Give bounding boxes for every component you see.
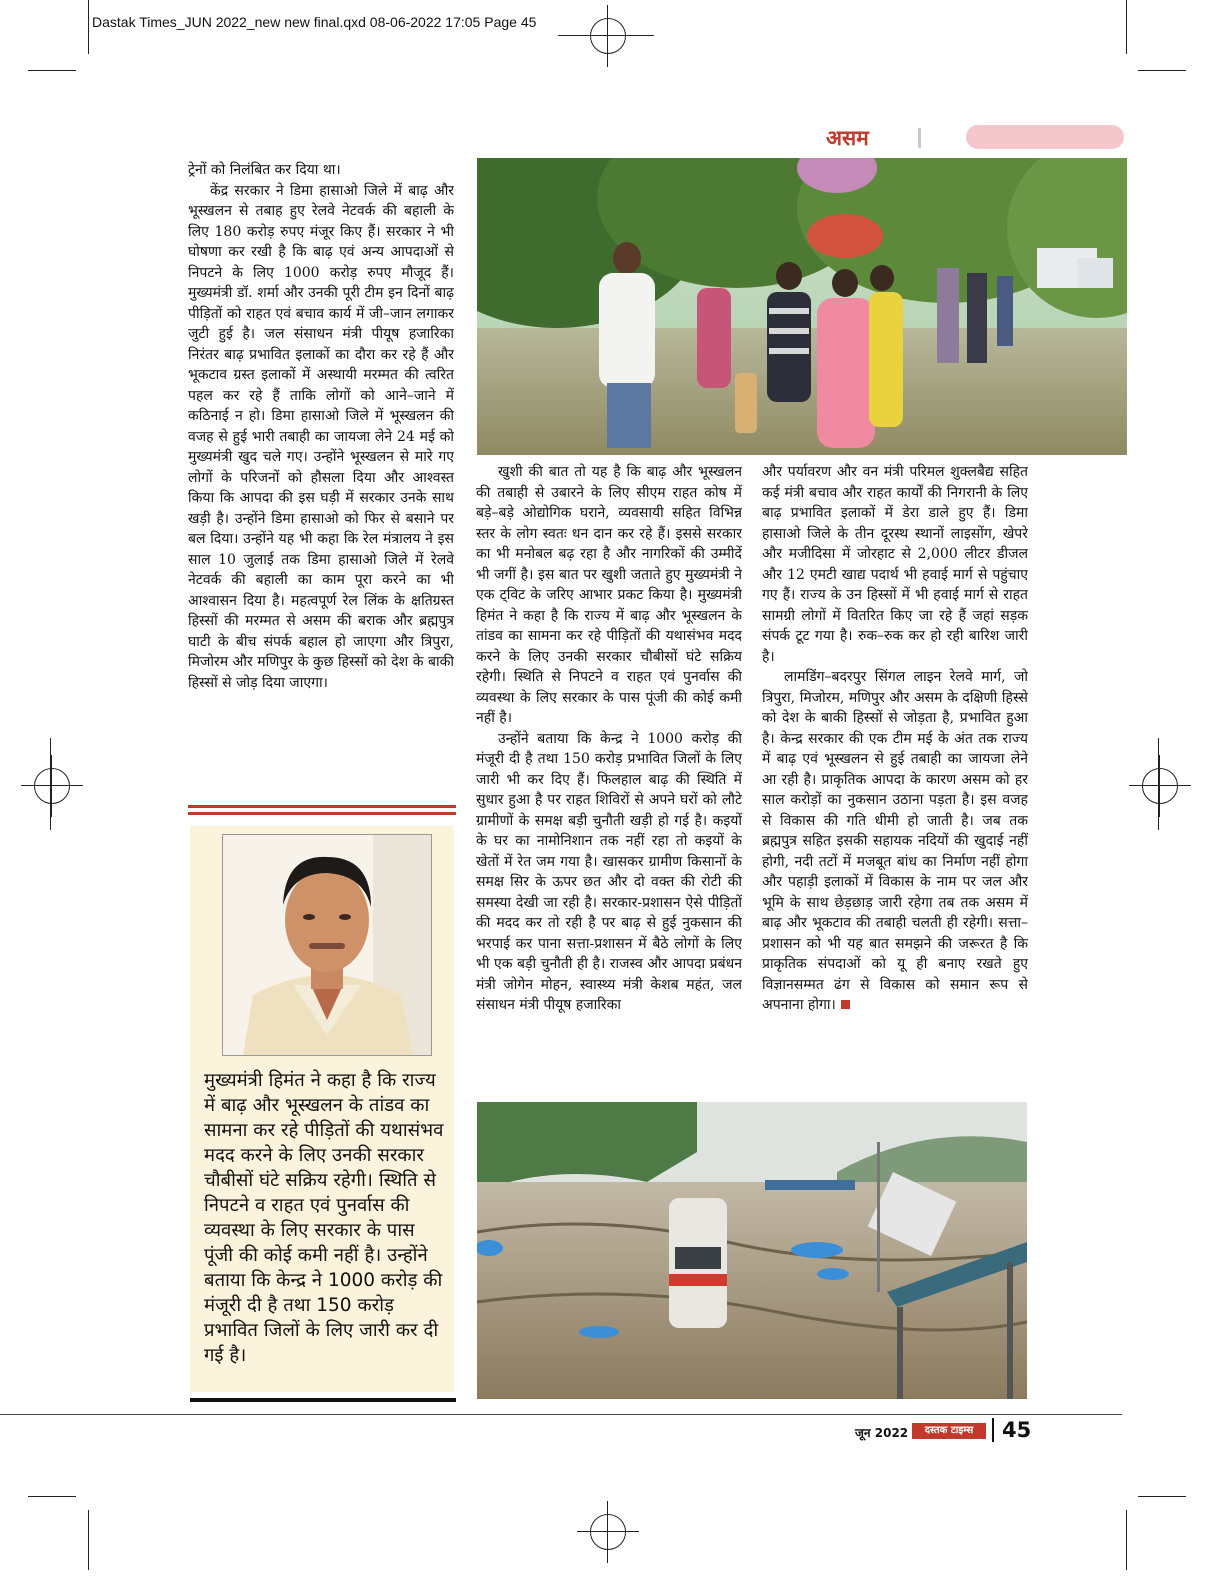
paragraph (762, 667, 1028, 1016)
paragraph: और पर्यावरण और वन मंत्री परिमल शुक्लबैद्य सहित कई मंत्री बचाव और राहत कार्यों की निगरानी के लिए बाढ़ प्रभावित इलाकों में डेरा डाले हुए हैं। डिमा हासाओ जिले के तीन दूरस्थ स्थानों लाइसोंग, खेपरे और मजीदिसा में जोरहाट से 2,000 लीटर डीजल और 12 एमटी खाद्य पदार्थ भी हवाई मार्ग से पहुंचाए गए हैं। राज्य के उन हिस्सों में भी हवाई मार्ग से राहत सामग्री लोगों में वितरित किए जा रहे हैं जहां सड़क संपर्क टूट गया है। रुक–रुक कर हो रही बारिश जारी है। (762, 464, 1028, 665)
paragraph: केंद्र सरकार ने डिमा हासाओ जिले में बाढ़ और भूस्खलन से तबाह हुए रेलवे नेटवर्क की बहाली के लिए 180 करोड़ रुपए मंजूर किए हैं। सरकार ने भी घोषणा कर रखी है कि बाढ़ एवं अन्य आपदाओं से निपटने के लिए 1000 करोड़ रुपए मौजूद हैं। मुख्यमंत्री डॉ. शर्मा और उनकी पूरी टीम इन दिनों बाढ़ पीड़ितों को राहत एवं बचाव कार्य में जी–जान लगाकर जुटी हुई है। जल संसाधन मंत्री पीयूष हजारिका निरंतर बाढ़ प्रभावित इलाकों का दौरा कर रहे हैं और भूकटाव ग्रस्त इलाकों में अस्थायी मरम्मत की त्वरित पहल कर रहे हैं ताकि लोगों को आने–जाने में कठिनाई न हो। डिमा हासाओ जिले में भूस्खलन की वजह से हुई भारी तबाही का जायजा लेने 24 मई को मुख्यमंत्री खुद चले गए। उन्होंने भूस्खलन से मारे गए लोगों के परिजनों को हौसला दिया और आश्वस्त किया कि आपदा की इस घड़ी में सरकार उनके साथ खड़ी है। उन्होंने डिमा हासाओ को फिर से बसाने पर बल दिया। उन्होंने यह भी कहा कि रेल मंत्रालय ने इस साल 10 जुलाई तक डिमा हासाओ जिले में रेलवे नेटवर्क की बहाली का काम पूरा करने का भी आश्वासन दिया है। महत्वपूर्ण रेल लिंक के क्षतिग्रस्त हिस्सों की मरम्मत से असम की बराक और ब्रह्मपुत्र घाटी के बीच संपर्क बहाल हो जाएगा और त्रिपुरा, मिजोरम और मणिपुर के कुछ हिस्सों को देश के बाकी हिस्सों से जोड़ दिया जाएगा। (188, 182, 454, 691)
crop-mark (28, 70, 76, 71)
section-pill (966, 125, 1124, 149)
crosshair-icon (1142, 768, 1178, 804)
red-rule-top (188, 805, 456, 808)
crop-mark (1126, 0, 1127, 54)
crop-mark (88, 1510, 89, 1570)
crosshair-icon (590, 1514, 626, 1550)
paragraph: ट्रेनों को निलंबित कर दिया था। (188, 162, 341, 178)
footer-rule (0, 1414, 1122, 1415)
footer-month: जून 2022 (855, 1426, 909, 1440)
article-column-2 (476, 462, 742, 1092)
article-column-3 (762, 462, 1028, 1092)
footer-separator (992, 1418, 994, 1442)
section-divider (918, 128, 921, 148)
crosshair-icon (34, 768, 70, 804)
red-rule-bottom (188, 812, 456, 815)
article-column-1 (188, 160, 454, 800)
paragraph: खुशी की बात तो यह है कि बाढ़ और भूस्खलन की तबाही से उबारने के लिए सीएम राहत कोष में बड़े–बड़े ओद्योगिक घराने, व्यवसायी सहित विभिन्न स्तर के लोग स्वतः धन दान कर रहे हैं। इससे सरकार का भी मनोबल बढ़ रहा है और नागरिकों की उम्मीदें भी जगीं है। इस बात पर खुशी जताते हुए मुख्यमंत्री ने एक ट्विट के जरिए आभार प्रकट किया है। मुख्यमंत्री हिमंत ने कहा है कि राज्य में बाढ़ और भूस्खलन के तांडव का सामना कर रहे पीड़ितों की यथासंभव मदद करने के लिए उनकी सरकार चौबीसों घंटे सक्रिय रहेगी। स्थिति से निपटने व राहत एवं पुनर्वास की व्यवस्था के लिए सरकार के पास पूंजी की कोई कमी नहीं है। (476, 464, 742, 726)
flooded-railway-photo (477, 1102, 1027, 1399)
crop-mark (28, 1496, 76, 1497)
quote-bottom-rule (190, 1398, 456, 1402)
footer-brand-logo: दस्तक टाइम्स (912, 1423, 986, 1439)
flood-refugees-photo (477, 158, 1127, 455)
crop-mark (1138, 70, 1186, 71)
paragraph-text: लामडिंग–बदरपुर सिंगल लाइन रेलवे मार्ग, जो त्रिपुरा, मिजोरम, मणिपुर और असम के दक्षिणी हिस्से को देश के बाकी हिस्सों से जोड़ता है, प्रभावित हुआ है। केन्द्र सरकार की एक टीम मई के अंत तक राज्य में बाढ़ एवं भूस्खलन से हुई तबाही का जायजा लेने आ रही है। प्राकृतिक आपदा के कारण असम को हर साल करोड़ों का नुकसान उठाना पड़ता है। इस वजह से विकास की गति धीमी हो जाती है। जब तक ब्रह्मपुत्र सहित इसकी सहायक नदियों की खुदाई नहीं होगी, नदी तटों में मजबूत बांध का निर्माण नहीं होगा और पहाड़ी इलाकों में विकास के नाम पर जल और भूमि के साथ छेड़छाड़ जारी रहेगा तब तक असम में बाढ़ और भूकटाव की तबाही चलती ही रहेगी। सत्ता–प्रशासन को भी यह बात समझने की जरूरत है कि प्राकृतिक संपदाओं को यू ही बनाए रखते हुए विज्ञानसम्मत ढंग से विकास को समान रूप से अपनाना होगा। (762, 669, 1028, 1013)
crop-mark (1126, 1510, 1127, 1570)
end-square-icon (841, 1000, 850, 1009)
chief-minister-portrait (222, 834, 432, 1056)
section-label: असम (826, 126, 869, 150)
print-slug: Dastak Times_JUN 2022_new new final.qxd 08-06-2022 17:05 Page 45 (92, 14, 537, 30)
crop-mark (1138, 1496, 1186, 1497)
pull-quote-text: मुख्यमंत्री हिमंत ने कहा है कि राज्य में बाढ़ और भूस्खलन के तांडव का सामना कर रहे पीड़ितों की यथासंभव मदद करने के लिए उनकी सरकार चौबीसों घंटे सक्रिय रहेगी। स्थिति से निपटने व राहत एवं पुनर्वास की व्यवस्था के लिए सरकार के पास पूंजी की कोई कमी नहीं है। उन्होंने बताया कि केन्द्र ने 1000 करोड़ की मंजूरी दी है तथा 150 करोड़ प्रभावित जिलों के लिए जारी कर दी गई है। (204, 1070, 444, 1366)
page-number: 45 (1002, 1418, 1032, 1442)
paragraph: उन्होंने बताया कि केन्द्र ने 1000 करोड़ की मंजूरी दी है तथा 150 करोड़ प्रभावित जिलों के लिए जारी भी कर दिए हैं। फिलहाल बाढ़ की स्थिति में सुधार हुआ है पर राहत शिविरों से अपने घरों को लौटे ग्रामीणों के समक्ष बड़ी चुनौती खड़ी हो गई है। कइयों के घर का नामोनिशान तक नहीं रहा तो कइयों के खेतों में रेत जम गया है। खासकर ग्रामीण किसानों के समक्ष सिर के ऊपर छत और दो वक्त की रोटी की समस्या देखी जा रही है। सरकार-प्रशासन ऐसे पीड़ितों की मदद कर तो रही है पर बाढ़ से हुई नुकसान की भरपाई कर पाना सत्ता-प्रशासन में बैठे लोगों के लिए भी एक बड़ी चुनौती ही है। राजस्व और आपदा प्रबंधन मंत्री जोगेन मोहन, स्वास्थ्य मंत्री केशब महंत, जल संसाधन मंत्री पीयूष हजारिका (476, 730, 742, 1013)
crosshair-icon (590, 18, 626, 54)
crop-mark (88, 0, 89, 54)
